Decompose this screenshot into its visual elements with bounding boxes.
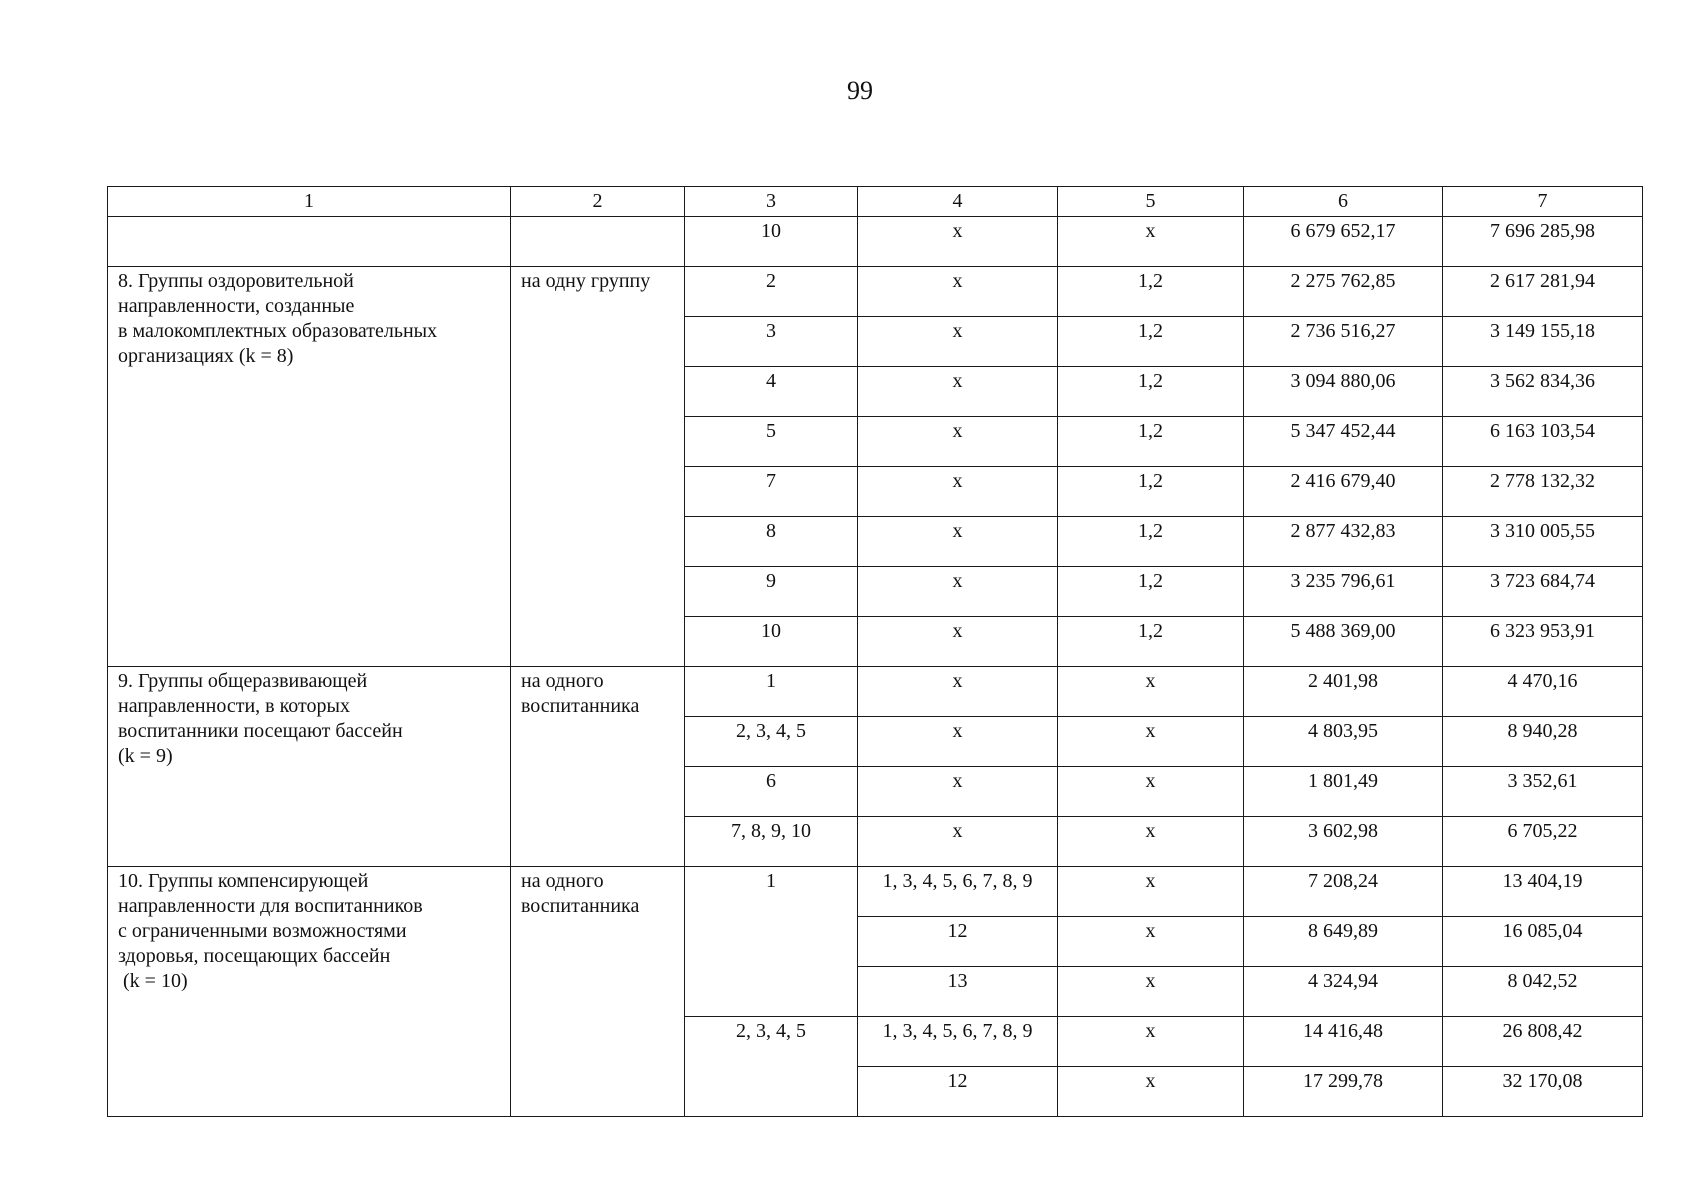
unit-cell-line: на одного — [521, 670, 604, 692]
value-cell: 16 085,04 — [1443, 917, 1643, 967]
value-cell: x — [1058, 1017, 1244, 1067]
value-cell: 3 — [685, 317, 858, 367]
value-cell: 1,2 — [1058, 417, 1244, 467]
value-cell: 2 — [685, 267, 858, 317]
value-cell: 4 803,95 — [1244, 717, 1443, 767]
empty-cell — [108, 217, 511, 267]
value-cell: 1,2 — [1058, 467, 1244, 517]
unit-cell-line: воспитанника — [521, 695, 640, 717]
value-cell: 2 275 762,85 — [1244, 267, 1443, 317]
value-cell: 2 778 132,32 — [1443, 467, 1643, 517]
unit-cell-line: на одну группу — [521, 270, 651, 292]
value-cell: 2, 3, 4, 5 — [685, 1017, 858, 1117]
value-cell: 12 — [858, 1067, 1058, 1117]
value-cell: 6 163 103,54 — [1443, 417, 1643, 467]
value-cell: 13 404,19 — [1443, 867, 1643, 917]
value-cell: 3 602,98 — [1244, 817, 1443, 867]
value-cell: 9 — [685, 567, 858, 617]
value-cell: 8 940,28 — [1443, 717, 1643, 767]
value-cell: 1,2 — [1058, 617, 1244, 667]
value-cell: 5 347 452,44 — [1244, 417, 1443, 467]
table-row — [108, 867, 1643, 917]
group-name — [108, 667, 511, 867]
value-cell: 2 736 516,27 — [1244, 317, 1443, 367]
value-cell: x — [858, 267, 1058, 317]
column-number-5: 5 — [1058, 187, 1244, 217]
value-cell: 8 649,89 — [1244, 917, 1443, 967]
value-cell: 7, 8, 9, 10 — [685, 817, 858, 867]
group-name — [108, 267, 511, 667]
value-cell: 5 488 369,00 — [1244, 617, 1443, 667]
empty-cell — [511, 217, 685, 267]
value-cell: x — [858, 667, 1058, 717]
value-cell: 8 — [685, 517, 858, 567]
column-number-7: 7 — [1443, 187, 1643, 217]
value-cell: x — [858, 367, 1058, 417]
value-cell: 10 — [685, 617, 858, 667]
value-cell: 6 679 652,17 — [1244, 217, 1443, 267]
value-cell: x — [1058, 867, 1244, 917]
value-cell: 3 094 880,06 — [1244, 367, 1443, 417]
value-cell: 7 208,24 — [1244, 867, 1443, 917]
value-cell: 3 723 684,74 — [1443, 567, 1643, 617]
value-cell: 1,2 — [1058, 317, 1244, 367]
value-cell: x — [858, 517, 1058, 567]
value-cell: 13 — [858, 967, 1058, 1017]
column-number-6: 6 — [1244, 187, 1443, 217]
value-cell: 1 — [685, 667, 858, 717]
value-cell: 1,2 — [1058, 267, 1244, 317]
value-cell: x — [858, 417, 1058, 467]
value-cell: x — [1058, 917, 1244, 967]
value-cell: x — [858, 767, 1058, 817]
value-cell: 17 299,78 — [1244, 1067, 1443, 1117]
value-cell: 1, 3, 4, 5, 6, 7, 8, 9 — [858, 1017, 1058, 1067]
group-name — [108, 867, 511, 1117]
value-cell: 3 149 155,18 — [1443, 317, 1643, 367]
group-name-line: направленности, созданные — [118, 295, 355, 317]
value-cell: 2 416 679,40 — [1244, 467, 1443, 517]
group-name-line: в малокомплектных образовательных — [118, 320, 438, 342]
value-cell: 1 801,49 — [1244, 767, 1443, 817]
value-cell: 5 — [685, 417, 858, 467]
value-cell: x — [1058, 717, 1244, 767]
value-cell: x — [1058, 1067, 1244, 1117]
value-cell: x — [858, 817, 1058, 867]
value-cell: 3 235 796,61 — [1244, 567, 1443, 617]
value-cell: x — [858, 717, 1058, 767]
value-cell: 26 808,42 — [1443, 1017, 1643, 1067]
unit-cell-line: воспитанника — [521, 895, 640, 917]
unit-cell — [511, 267, 685, 667]
value-cell: 12 — [858, 917, 1058, 967]
value-cell: x — [1058, 217, 1244, 267]
value-cell: x — [1058, 767, 1244, 817]
value-cell: x — [858, 617, 1058, 667]
tariff-table — [107, 186, 1643, 1117]
group-name-line: воспитанники посещают бассейн — [118, 720, 403, 742]
group-name-line: (k = 10) — [118, 970, 188, 992]
header-row — [108, 187, 1643, 217]
continuation-row — [108, 217, 1643, 267]
group-name-line: направленности, в которых — [118, 695, 350, 717]
value-cell: x — [1058, 967, 1244, 1017]
value-cell: x — [858, 567, 1058, 617]
value-cell: 1, 3, 4, 5, 6, 7, 8, 9 — [858, 867, 1058, 917]
value-cell: 2 617 281,94 — [1443, 267, 1643, 317]
group-name-line: с ограниченными возможностями — [118, 920, 407, 942]
value-cell: 2 401,98 — [1244, 667, 1443, 717]
column-number-3: 3 — [685, 187, 858, 217]
group-name-line: 8. Группы оздоровительной — [118, 270, 354, 292]
value-cell: 14 416,48 — [1244, 1017, 1443, 1067]
group-name-line: (k = 9) — [118, 745, 173, 767]
value-cell: 6 — [685, 767, 858, 817]
value-cell: 7 696 285,98 — [1443, 217, 1643, 267]
value-cell: x — [858, 467, 1058, 517]
unit-cell — [511, 867, 685, 1117]
group-name-line: направленности для воспитанников — [118, 895, 423, 917]
page-number: 99 — [847, 76, 873, 105]
value-cell: 2, 3, 4, 5 — [685, 717, 858, 767]
value-cell: x — [858, 317, 1058, 367]
value-cell: 1,2 — [1058, 517, 1244, 567]
value-cell: 10 — [685, 217, 858, 267]
value-cell: x — [1058, 817, 1244, 867]
value-cell: 2 877 432,83 — [1244, 517, 1443, 567]
value-cell: x — [858, 217, 1058, 267]
value-cell: 6 323 953,91 — [1443, 617, 1643, 667]
value-cell: 7 — [685, 467, 858, 517]
value-cell: x — [1058, 667, 1244, 717]
value-cell: 4 — [685, 367, 858, 417]
table-row — [108, 267, 1643, 317]
value-cell: 32 170,08 — [1443, 1067, 1643, 1117]
group-name-line: организациях (k = 8) — [118, 345, 294, 367]
value-cell: 1 — [685, 867, 858, 1017]
value-cell: 4 324,94 — [1244, 967, 1443, 1017]
value-cell: 8 042,52 — [1443, 967, 1643, 1017]
value-cell: 1,2 — [1058, 567, 1244, 617]
unit-cell-line: на одного — [521, 870, 604, 892]
value-cell: 3 352,61 — [1443, 767, 1643, 817]
column-number-2: 2 — [511, 187, 685, 217]
column-number-4: 4 — [858, 187, 1058, 217]
column-number-1: 1 — [108, 187, 511, 217]
value-cell: 3 310 005,55 — [1443, 517, 1643, 567]
value-cell: 6 705,22 — [1443, 817, 1643, 867]
unit-cell — [511, 667, 685, 867]
value-cell: 4 470,16 — [1443, 667, 1643, 717]
table-row — [108, 667, 1643, 717]
value-cell: 3 562 834,36 — [1443, 367, 1643, 417]
group-name-line: 9. Группы общеразвивающей — [118, 670, 368, 692]
group-name-line: здоровья, посещающих бассейн — [118, 945, 391, 967]
value-cell: 1,2 — [1058, 367, 1244, 417]
group-name-line: 10. Группы компенсирующей — [118, 870, 369, 892]
